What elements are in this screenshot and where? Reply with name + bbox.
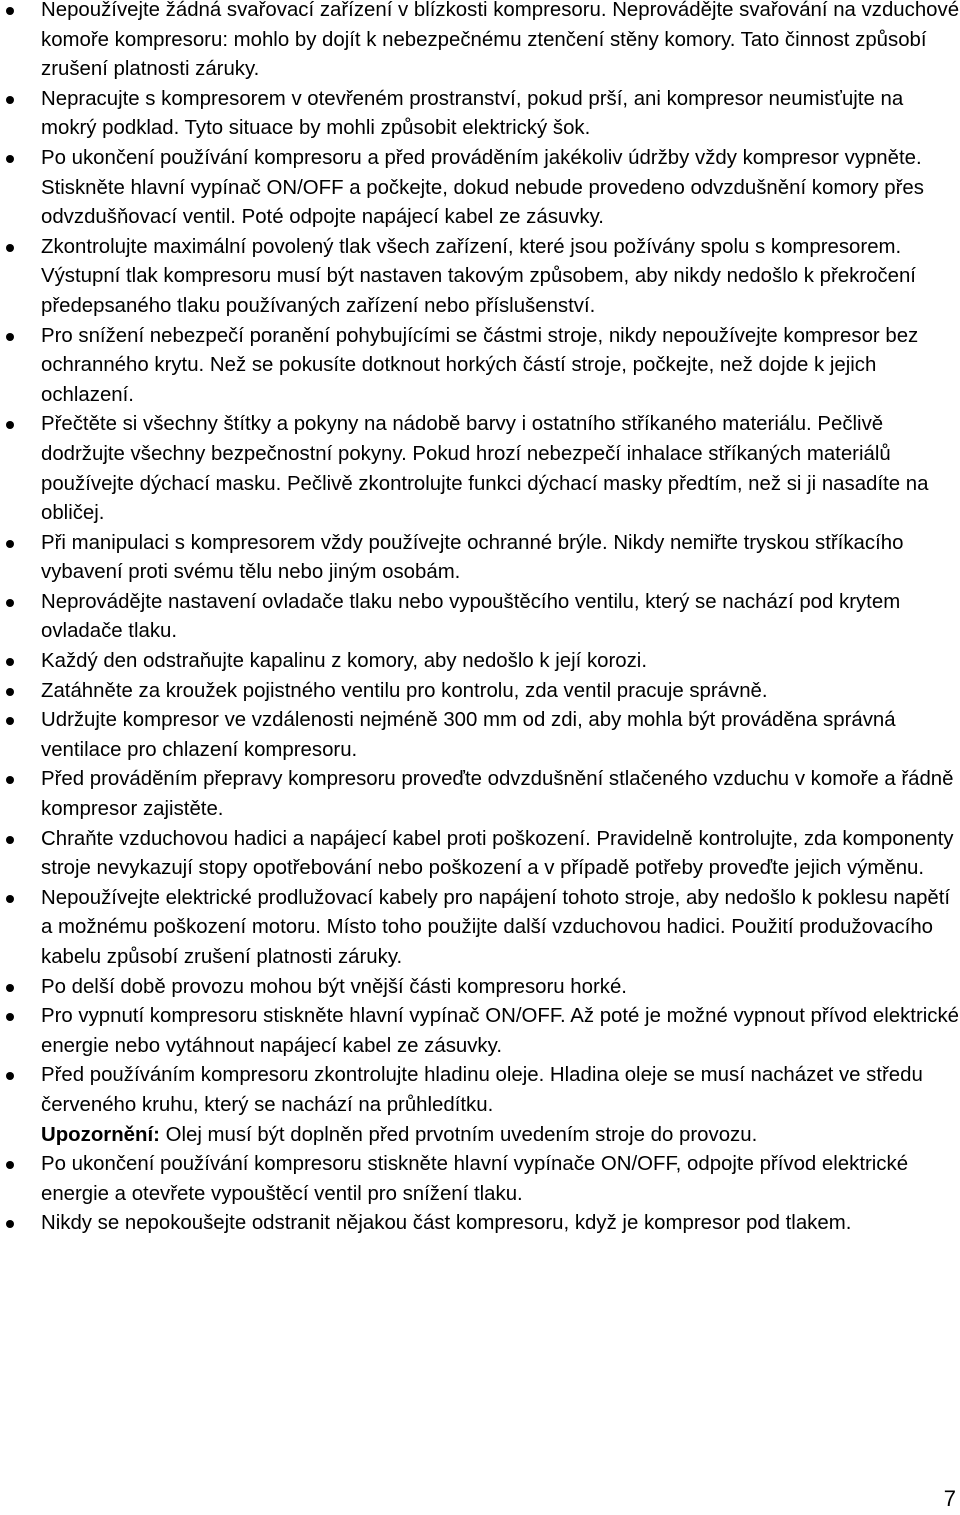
bullet-icon <box>6 244 14 252</box>
list-item <box>0 233 960 322</box>
list-item <box>0 647 960 677</box>
list-item-text: Udržujte kompresor ve vzdálenosti nejméně 300 mm od zdi, aby mohla být prováděna správná ventilace pro chlazení kompresoru. <box>41 709 896 761</box>
list-item-text: Přečtěte si všechny štítky a pokyny na nádobě barvy i ostatního stříkaného materiálu. Pečlivě dodržujte všechny bezpečnostní pokyny. Pokud hrozí nebezpečí inhalace stříkaných materiálů používejte dýchací masku. Pečlivě zkontrolujte funkci dýchací masky předtím, než si ji nasadíte na obličej. <box>41 413 929 525</box>
list-item <box>0 1209 960 1239</box>
list-item-text: Každý den odstraňujte kapalinu z komory, aby nedošlo k její korozi. <box>41 650 648 673</box>
bullet-icon <box>6 836 14 844</box>
list-item <box>0 0 960 85</box>
bullet-icon <box>6 540 14 548</box>
list-item <box>0 322 960 411</box>
list-item-text: Po ukončení používání kompresoru stiskněte hlavní vypínače ON/OFF, odpojte přívod elektrické energie a otevřete vypouštěcí ventil pro snížení tlaku. <box>41 1153 909 1205</box>
oil-warning-note <box>0 1121 960 1151</box>
list-item-text: Po delší době provozu mohou být vnější části kompresoru horké. <box>41 975 627 998</box>
bullet-icon <box>6 7 14 15</box>
bullet-icon <box>6 984 14 992</box>
list-item-text: Pro snížení nebezpečí poranění pohybujícími se částmi stroje, nikdy nepoužívejte kompresor bez ochranného krytu. Než se pokusíte dotknout horkých částí stroje, počkejte, než dojde k jejich ochlazení. <box>41 324 919 406</box>
bullet-icon <box>6 1013 14 1021</box>
bullet-icon <box>6 1220 14 1228</box>
bullet-icon <box>6 658 14 666</box>
list-item <box>0 144 960 233</box>
bullet-icon <box>6 155 14 163</box>
warning-label: Upozornění: <box>41 1123 160 1146</box>
list-item-text: Po ukončení používání kompresoru a před prováděním jakékoliv údržby vždy kompresor vypněte. Stiskněte hlavní vypínač ON/OFF a počkejte, dokud nebude provedeno odvzdušnění komory přes odvzdušňovací ventil. Poté odpojte napájecí kabel ze zásuvky. <box>41 146 924 229</box>
list-item-text: Zkontrolujte maximální povolený tlak všech zařízení, které jsou požívány spolu s kompresorem. Výstupní tlak kompresoru musí být nastaven takovým způsobem, aby nikdy nedošlo k překročení předepsaného tlaku používaných zařízení nebo příslušenství. <box>41 235 916 317</box>
page-number: 7 <box>943 1486 956 1511</box>
list-item <box>0 410 960 528</box>
list-item <box>0 529 960 588</box>
list-item-text: Před používáním kompresoru zkontrolujte hladinu oleje. Hladina oleje se musí nacházet ve středu červeného kruhu, který se nachází na průhledítku. <box>41 1064 923 1116</box>
list-item <box>0 1061 960 1120</box>
list-item <box>0 85 960 144</box>
list-item-text: Nepracujte s kompresorem v otevřeném prostranství, pokud prší, ani kompresor neumisťujte na mokrý podklad. Tyto situace by mohli způsobit elektrický šok. <box>41 87 904 140</box>
bullet-icon <box>6 688 14 696</box>
list-item-text: Nikdy se nepokoušejte odstranit nějakou část kompresoru, když je kompresor pod tlakem. <box>41 1212 852 1235</box>
list-item <box>0 677 960 707</box>
list-item <box>0 706 960 765</box>
bullet-icon <box>6 1072 14 1080</box>
list-item <box>0 884 960 973</box>
bullet-icon <box>6 776 14 784</box>
warning-text: Olej musí být doplněn před prvotním uvedením stroje do provozu. <box>159 1123 758 1146</box>
bullet-icon <box>6 333 14 341</box>
bullet-icon <box>6 1161 14 1169</box>
list-item-text: Nepoužívejte žádná svařovací zařízení v blízkosti kompresoru. Neprovádějte svařování na vzduchové komoře kompresoru: mohlo by dojít k nebezpečnému ztenčení stěny komory. Tato činnost způsobí zrušení platnosti záruky. <box>41 0 960 81</box>
list-item-text: Před prováděním přepravy kompresoru proveďte odvzdušnění stlačeného vzduchu v komoře a řádně kompresor zajistěte. <box>41 768 954 821</box>
list-item-text: Chraňte vzduchovou hadici a napájecí kabel proti poškození. Pravidelně kontrolujte, zda komponenty stroje nevykazují stopy opotřebování nebo poškození a v případě potřeby proveďte jejich výměnu. <box>41 827 954 880</box>
list-item-text: Pro vypnutí kompresoru stiskněte hlavní vypínač ON/OFF. Až poté je možné vypnout přívod elektrické energie nebo vytáhnout napájecí kabel ze zásuvky. <box>41 1005 959 1057</box>
bullet-icon <box>6 599 14 607</box>
bullet-icon <box>6 421 14 429</box>
list-item-text: Zatáhněte za kroužek pojistného ventilu pro kontrolu, zda ventil pracuje správně. <box>41 679 768 702</box>
list-item <box>0 765 960 824</box>
list-item <box>0 973 960 1003</box>
bullet-icon <box>6 895 14 903</box>
list-item <box>0 1002 960 1061</box>
list-item <box>0 588 960 647</box>
list-item <box>0 825 960 884</box>
list-item-text: Při manipulaci s kompresorem vždy používejte ochranné brýle. Nikdy nemiřte tryskou stříkacího vybavení proti svému tělu nebo jiným osobám. <box>41 531 904 584</box>
list-item-text: Neprovádějte nastavení ovladače tlaku nebo vypouštěcího ventilu, který se nachází pod krytem ovladače tlaku. <box>41 590 901 643</box>
list-item <box>0 1150 960 1209</box>
bullet-icon <box>6 96 14 104</box>
bullet-icon <box>6 717 14 725</box>
list-item-text: Nepoužívejte elektrické prodlužovací kabely pro napájení tohoto stroje, aby nedošlo k poklesu napětí a možnému poškození motoru. Místo toho použijte další vzduchovou hadici. Použití produžovacího kabelu způsobí zrušení platnosti záruky. <box>41 886 951 968</box>
